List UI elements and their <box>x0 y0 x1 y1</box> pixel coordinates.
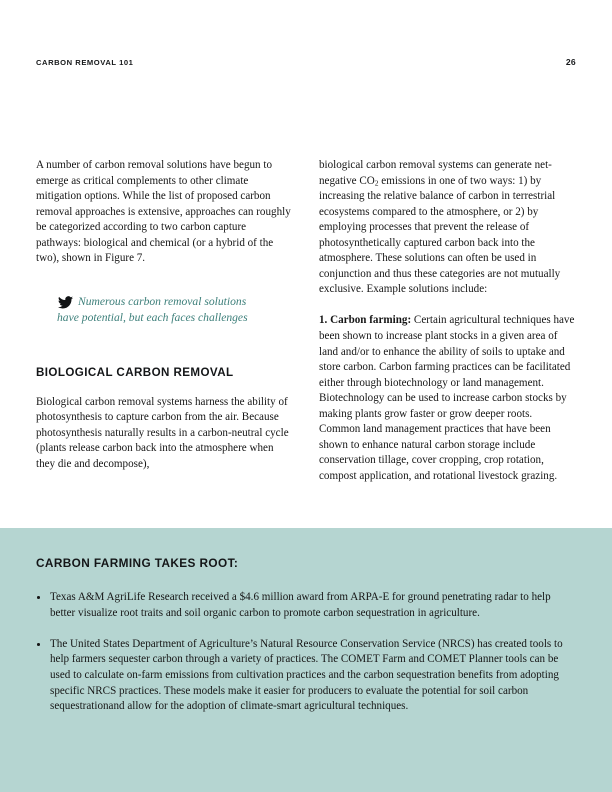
callout-title: CARBON FARMING TAKES ROOT: <box>36 556 239 570</box>
section-heading-biological-carbon-removal: BIOLOGICAL CARBON REMOVAL <box>36 365 234 379</box>
carbon-farming-lead-in: 1. Carbon farming: <box>319 314 412 327</box>
list-item <box>36 637 576 715</box>
list-item <box>36 590 576 621</box>
callout-bullet-list <box>36 590 576 715</box>
body-columns <box>36 158 576 484</box>
co2-subscript: 2 <box>374 178 379 188</box>
right-paragraph-1-part-b: emissions in one of two ways: 1) by increasing the relative balance of carbon in terrestrial ecosystems compared to the atmosphere, or 2) by employing processes that prevent the release of photosynthetically captured carbon back into the atmosphere. These solutions can often be used in conjunction and thus these categories are not mutually exclusive. Example solutions include: <box>319 174 561 296</box>
left-column <box>36 158 293 484</box>
pullquote-line-1: Numerous carbon removal solutions <box>78 294 247 308</box>
callout-panel <box>0 528 612 792</box>
right-paragraph-1 <box>319 158 576 298</box>
running-header-title: CARBON REMOVAL 101 <box>36 58 134 67</box>
twitter-bird-icon <box>58 296 73 309</box>
running-header <box>36 57 576 71</box>
bullet-dot-icon <box>37 643 40 646</box>
carbon-farming-body: Certain agricultural techniques have been shown to increase plant stocks in a given area of land and/or to enhance the ability of soils to uptake and store carbon. Carbon farming practices can be facilitated either through biotechnology or land management. Biotechnology can be used to increase carbon stocks by making plants grow faster or grow deeper roots. Common land management practices that have been shown to enhance natural carbon storage include conservation tillage, cover cropping, crop rotation, compost application, and rotational livestock grazing. <box>319 314 575 482</box>
pullquote-line-2: have potential, but each faces challenges <box>57 311 248 325</box>
right-paragraph-2 <box>319 313 576 484</box>
page-number: 26 <box>565 57 576 67</box>
left-paragraph-2: Biological carbon removal systems harness the ability of photosynthesis to capture carbon from the air. Because photosynthesis naturally results in a carbon-neutral cycle (plants release carbon back into the atmosphere when they die and decompose), <box>36 395 289 471</box>
right-paragraph-1-part-a: biological carbon removal systems can generate net-negative CO <box>319 159 552 187</box>
left-paragraph-1: A number of carbon removal solutions have begun to emerge as critical complements to other climate mitigation options. While the list of proposed carbon removal approaches is extensive, approaches can roughly be categorized according to two carbon capture pathways: biological and chemical (or a hybrid of the two), shown in Figure 7. <box>36 159 291 265</box>
list-item-text: Texas A&M AgriLife Research received a $4.6 million award from ARPA-E for ground penetrating radar to help better visualize root traits and soil organic carbon to promote carbon sequestration in agriculture. <box>50 591 551 619</box>
right-column <box>319 158 576 484</box>
bullet-dot-icon <box>37 596 40 599</box>
list-item-text: The United States Department of Agriculture’s Natural Resource Conservation Service (NRCS) has created tools to help farmers sequester carbon through a variety of practices. The COMET Farm and COMET Planner tools can be used to calculate on-farm emissions from cultivation practices and the carbon sequestration benefits from adopting specific NRCS practices. These models make it easier for producers to evaluate the potential for soil carbon sequestrationand allow for the adoption of climate-smart agricultural techniques. <box>50 637 563 713</box>
pullquote <box>36 294 293 330</box>
